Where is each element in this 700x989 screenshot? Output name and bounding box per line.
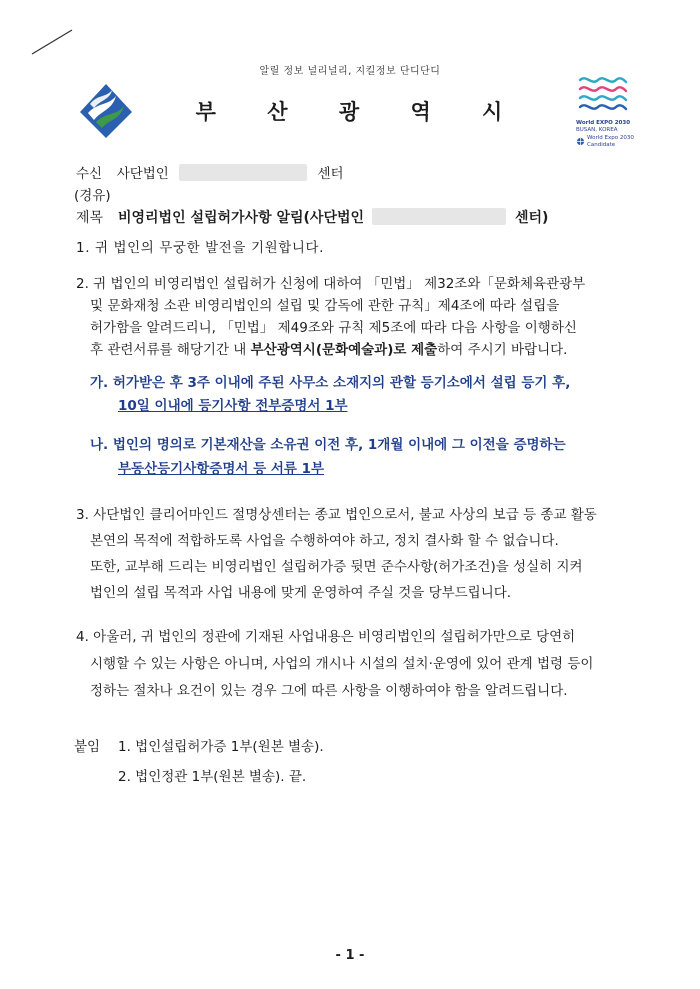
paragraph-2-line xyxy=(90,340,567,360)
expo-text-line: Candidate xyxy=(587,141,616,148)
redacted-block xyxy=(179,164,307,181)
page-number: - 1 - xyxy=(335,948,365,963)
paragraph-3-line: 법인의 설립 목적과 사업 내용에 맞게 운영하여 주실 것을 당부드립니다. xyxy=(90,585,512,601)
item-na-line xyxy=(118,459,324,479)
paragraph-4-line: 시행할 수 있는 사항은 아니며, 사업의 개시나 시설의 설치·운영에 있어 관계 법령 등이 xyxy=(90,656,594,672)
p2-text: 후 관련서류를 해당기간 내 xyxy=(90,342,251,358)
via-label: (경유) xyxy=(74,188,111,204)
recipient-suffix: 센터 xyxy=(317,166,344,182)
expo-text-line: World EXPO 2030 xyxy=(576,120,631,126)
globe-icon xyxy=(576,137,585,146)
item-na-line: 나. 법인의 명의로 기본재산을 소유권 이전 후, 1개월 이내에 그 이전을 증명하는 xyxy=(90,437,566,453)
paragraph-3-line: 3. 사단법인 클리어마인드 절명상센터는 종교 법인으로서, 불교 사상의 보급 등 종교 활동 xyxy=(76,507,597,523)
subject-line xyxy=(76,208,548,228)
item-ga-line xyxy=(118,396,348,416)
world-expo-logo xyxy=(572,72,634,156)
paragraph-2-line: 허가함을 알려드리니, 「민법」 제49조와 규칙 제5조에 따라 다음 사항을 이행하신 xyxy=(90,320,577,336)
paragraph-2-line: 2. 귀 법인의 비영리법인 설립허가 신청에 대하여 「민법」 제32조와「문화체육관광부 xyxy=(76,276,586,292)
org-title: 부 산 광 역 시 xyxy=(195,100,525,124)
p2-bold-text: 부산광역시(문화예술과)로 제출 xyxy=(250,342,438,358)
expo-text-line: World Expo 2030 xyxy=(587,135,634,141)
p2-text: 하여 주시기 바랍니다. xyxy=(437,342,568,358)
expo-text-line: BUSAN, KOREA xyxy=(576,126,618,133)
subject-suffix: 센터) xyxy=(514,210,549,226)
recipient-prefix: 사단법인 xyxy=(116,166,169,182)
paragraph-4-line: 4. 아울러, 귀 법인의 정관에 기재된 사업내용은 비영리법인의 설립허가만으로 당연히 xyxy=(76,629,576,645)
paragraph-3-line: 또한, 교부해 드리는 비영리법인 설립허가증 뒷면 준수사항(허가조건)을 성실히 지켜 xyxy=(90,559,583,575)
paragraph-1: 1. 귀 법인의 무궁한 발전을 기원합니다. xyxy=(76,240,325,256)
paragraph-3-line: 본연의 목적에 적합하도록 사업을 수행하여야 하고, 정치 결사화 할 수 없습니다. xyxy=(90,533,559,549)
item-ga-line: 가. 허가받은 후 3주 이내에 주된 사무소 소재지의 관할 등기소에서 설립 등기 후, xyxy=(90,375,571,391)
recipient-label: 수신 xyxy=(76,166,103,182)
attachment-label: 붙임 xyxy=(74,739,101,755)
paragraph-2-line: 및 문화재청 소관 비영리법인의 설립 및 감독에 관한 규칙」제4조에 따라 설립을 xyxy=(90,298,560,314)
attachment-item: 2. 법인정관 1부(원본 별송). 끝. xyxy=(118,769,307,785)
recipient-line xyxy=(76,164,344,184)
expo-wave-icon xyxy=(572,72,634,116)
subject-label: 제목 xyxy=(76,210,104,226)
subject-prefix: 비영리법인 설립허가사항 알림(사단법인 xyxy=(117,210,365,226)
pen-mark xyxy=(30,28,74,56)
item-na-underlined: 부동산등기사항증명서 등 서류 1부 xyxy=(118,461,325,477)
paragraph-4-line: 정하는 절차나 요건이 있는 경우 그에 따른 사항을 이행하여야 함을 알려드립니다. xyxy=(90,683,568,699)
attachment-item: 1. 법인설립허가증 1부(원본 별송). xyxy=(118,739,324,755)
slogan: 알릴 정보 널리널리, 지킬정보 단디단디 xyxy=(259,66,441,77)
item-ga-underlined: 10일 이내에 등기사항 전부증명서 1부 xyxy=(118,398,348,414)
redacted-block xyxy=(372,208,506,225)
